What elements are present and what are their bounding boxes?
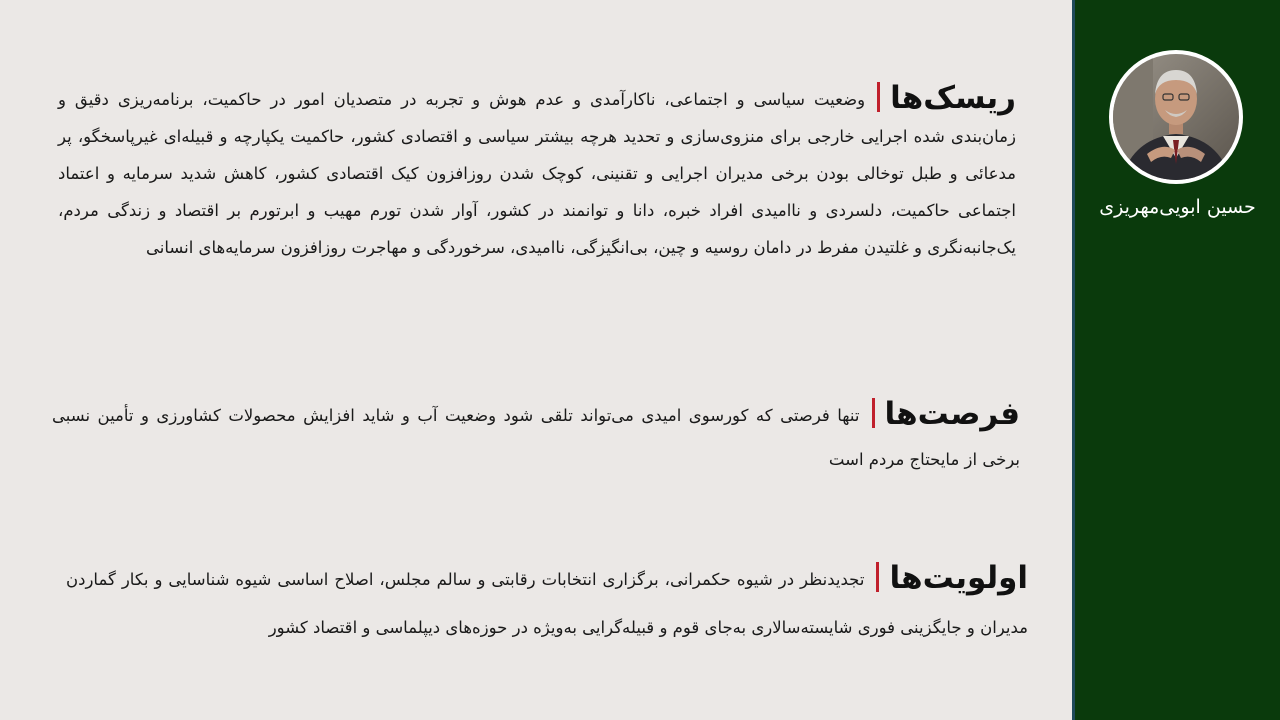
section-title-opportunities: فرصت‌ها [884,396,1020,432]
section-opportunities [52,392,1020,482]
accent-bar [877,82,880,112]
section-risks [58,80,1016,266]
accent-bar [872,398,875,428]
section-title-priorities: اولویت‌ها [889,560,1028,596]
accent-bar [876,562,879,592]
section-title-risks: ریسک‌ها [890,80,1016,116]
author-sidebar [1072,0,1280,720]
section-text-risks: وضعیت سیاسی و اجتماعی، ناکارآمدی و عدم هوش و تجربه در متصدیان امور در حاکمیت، برنامه‌ریزی دقیق و زمان‌بندی شده اجرایی خارجی برای منزوی‌سازی و تحدید هرچه بیشتر سیاسی و اقتصادی کشور، حاکمیت یکپارچه و قبیله‌ای غیرپاسخگو، پر مدعائی و طبل توخالی بودن برخی مدیران اجرایی و تقنینی، کوچک شدن روزافزون کیک اقتصادی کشور، کاهش شدید سرمایه و اعتماد اجتماعی حاکمیت، دلسردی و ناامیدی افراد خبره، دانا و توانمند در کشور، آوار شدن تورم مهیب و ابرتورم بر اقتصاد و زندگی مردم، یک‌جانبه‌نگری و غلتیدن مفرط در دامان روسیه و چین، بی‌انگیزگی، ناامیدی، سرخوردگی و مهاجرت روزافزون سرمایه‌های انسانی [58,90,1016,257]
section-text-opportunities: تنها فرصتی که کورسوی امیدی می‌تواند تلقی شود وضعیت آب و شاید افزایش محصولات کشاورزی و تأمین نسبی برخی از مایحتاج مردم است [52,406,1020,469]
portrait-photo-icon [1113,54,1239,180]
section-priorities [66,554,1028,652]
section-text-priorities: تجدیدنظر در شیوه حکمرانی، برگزاری انتخابات رقابتی و سالم مجلس، اصلاح اساسی شیوه شناسایی و بکار گماردن مدیران و جایگزینی فوری شایسته‌سالاری به‌جای قوم و قبیله‌گرایی به‌ویژه در حوزه‌های دیپلماسی و اقتصاد کشور [66,570,1028,637]
avatar [1109,50,1243,184]
author-name: حسین ابویی‌مهریزی [1099,196,1256,218]
